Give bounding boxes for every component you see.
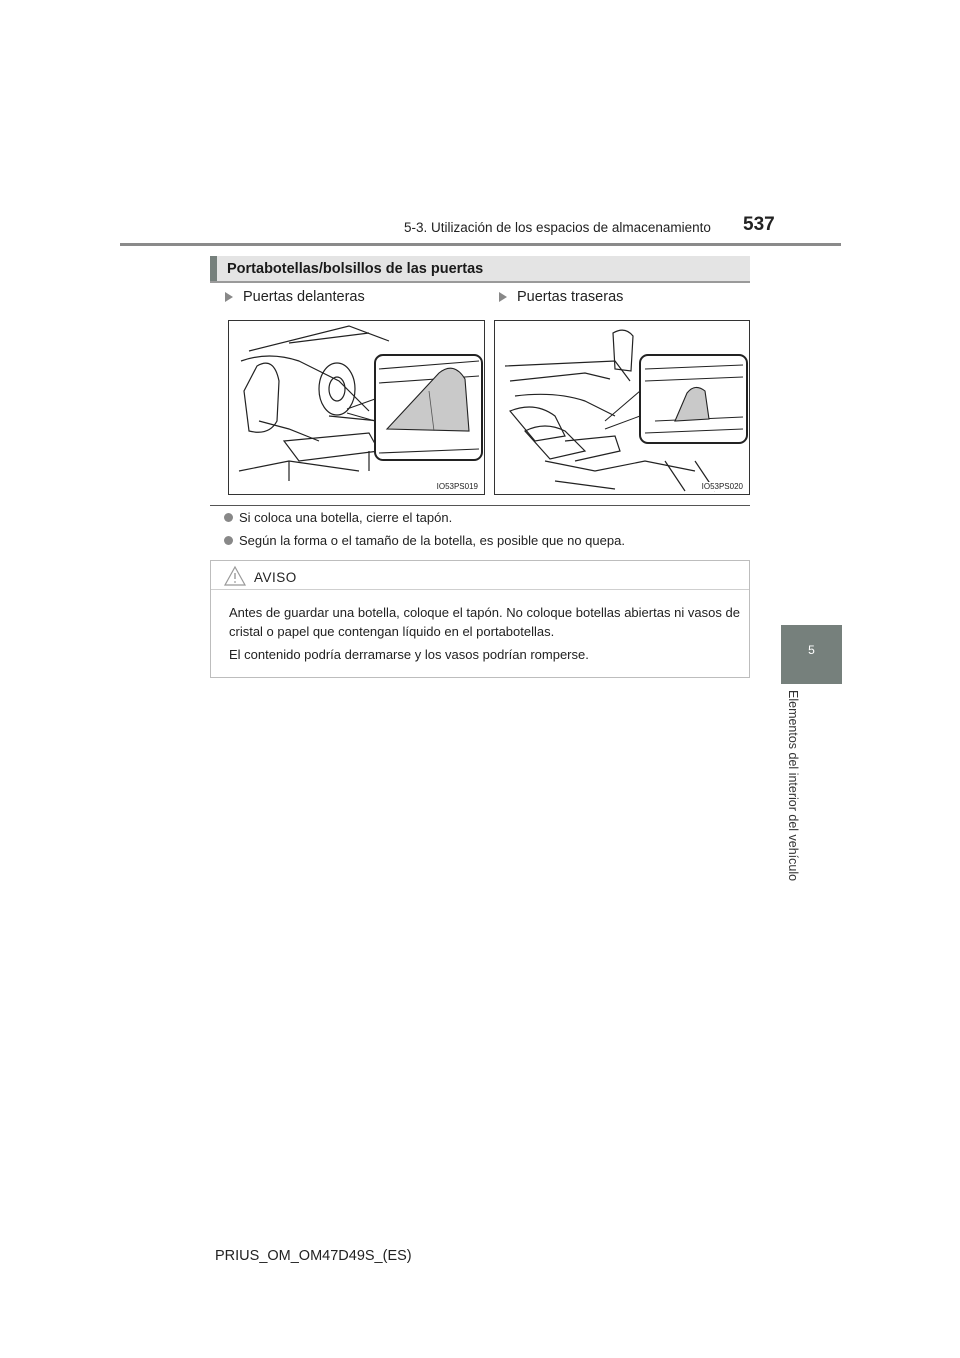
rear-doors-heading-label: Puertas traseras (517, 289, 624, 305)
list-item (224, 510, 452, 525)
rear-door-figure (494, 320, 750, 495)
chapter-tab (781, 625, 842, 684)
header-rule (120, 243, 841, 246)
section-heading-bar (210, 256, 750, 283)
warning-paragraph: El contenido podría derramarse y los vasos podrían romperse. (229, 647, 589, 662)
section-divider (210, 505, 750, 506)
front-door-illustration (229, 321, 484, 494)
section-heading-accent (210, 256, 217, 281)
front-doors-heading-label: Puertas delanteras (243, 289, 365, 305)
section-title: Portabotellas/bolsillos de las puertas (227, 261, 484, 277)
front-doors-heading (225, 289, 365, 305)
rear-door-illustration (495, 321, 749, 494)
header-section-title: 5-3. Utilización de los espacios de almacenamiento (404, 220, 711, 235)
footer-doc-id: PRIUS_OM_OM47D49S_(ES) (215, 1248, 412, 1264)
chapter-number: 5 (808, 643, 815, 657)
triangle-bullet-icon (225, 292, 233, 302)
bullet-dot-icon (224, 513, 233, 522)
warning-header-rule (211, 589, 749, 590)
page-number: 537 (743, 214, 775, 235)
front-door-figure (228, 320, 485, 495)
list-item-text: Si coloca una botella, cierre el tapón. (239, 510, 453, 525)
warning-paragraph: Antes de guardar una botella, coloque el tapón. No coloque botellas abiertas ni vasos de cristal o papel que contengan líquido en el portabotellas. (229, 605, 740, 639)
bullet-dot-icon (224, 536, 233, 545)
warning-title: AVISO (254, 570, 297, 585)
list-item (224, 533, 625, 548)
warning-triangle-icon (223, 565, 247, 587)
figure-code: IO53PS019 (436, 482, 478, 491)
triangle-bullet-icon (499, 292, 507, 302)
rear-doors-heading (499, 289, 623, 305)
warning-box (210, 560, 750, 678)
chapter-label: Elementos del interior del vehículo (786, 690, 800, 882)
list-item-text: Según la forma o el tamaño de la botella, es posible que no quepa. (239, 533, 625, 548)
figure-code: IO53PS020 (701, 482, 743, 491)
